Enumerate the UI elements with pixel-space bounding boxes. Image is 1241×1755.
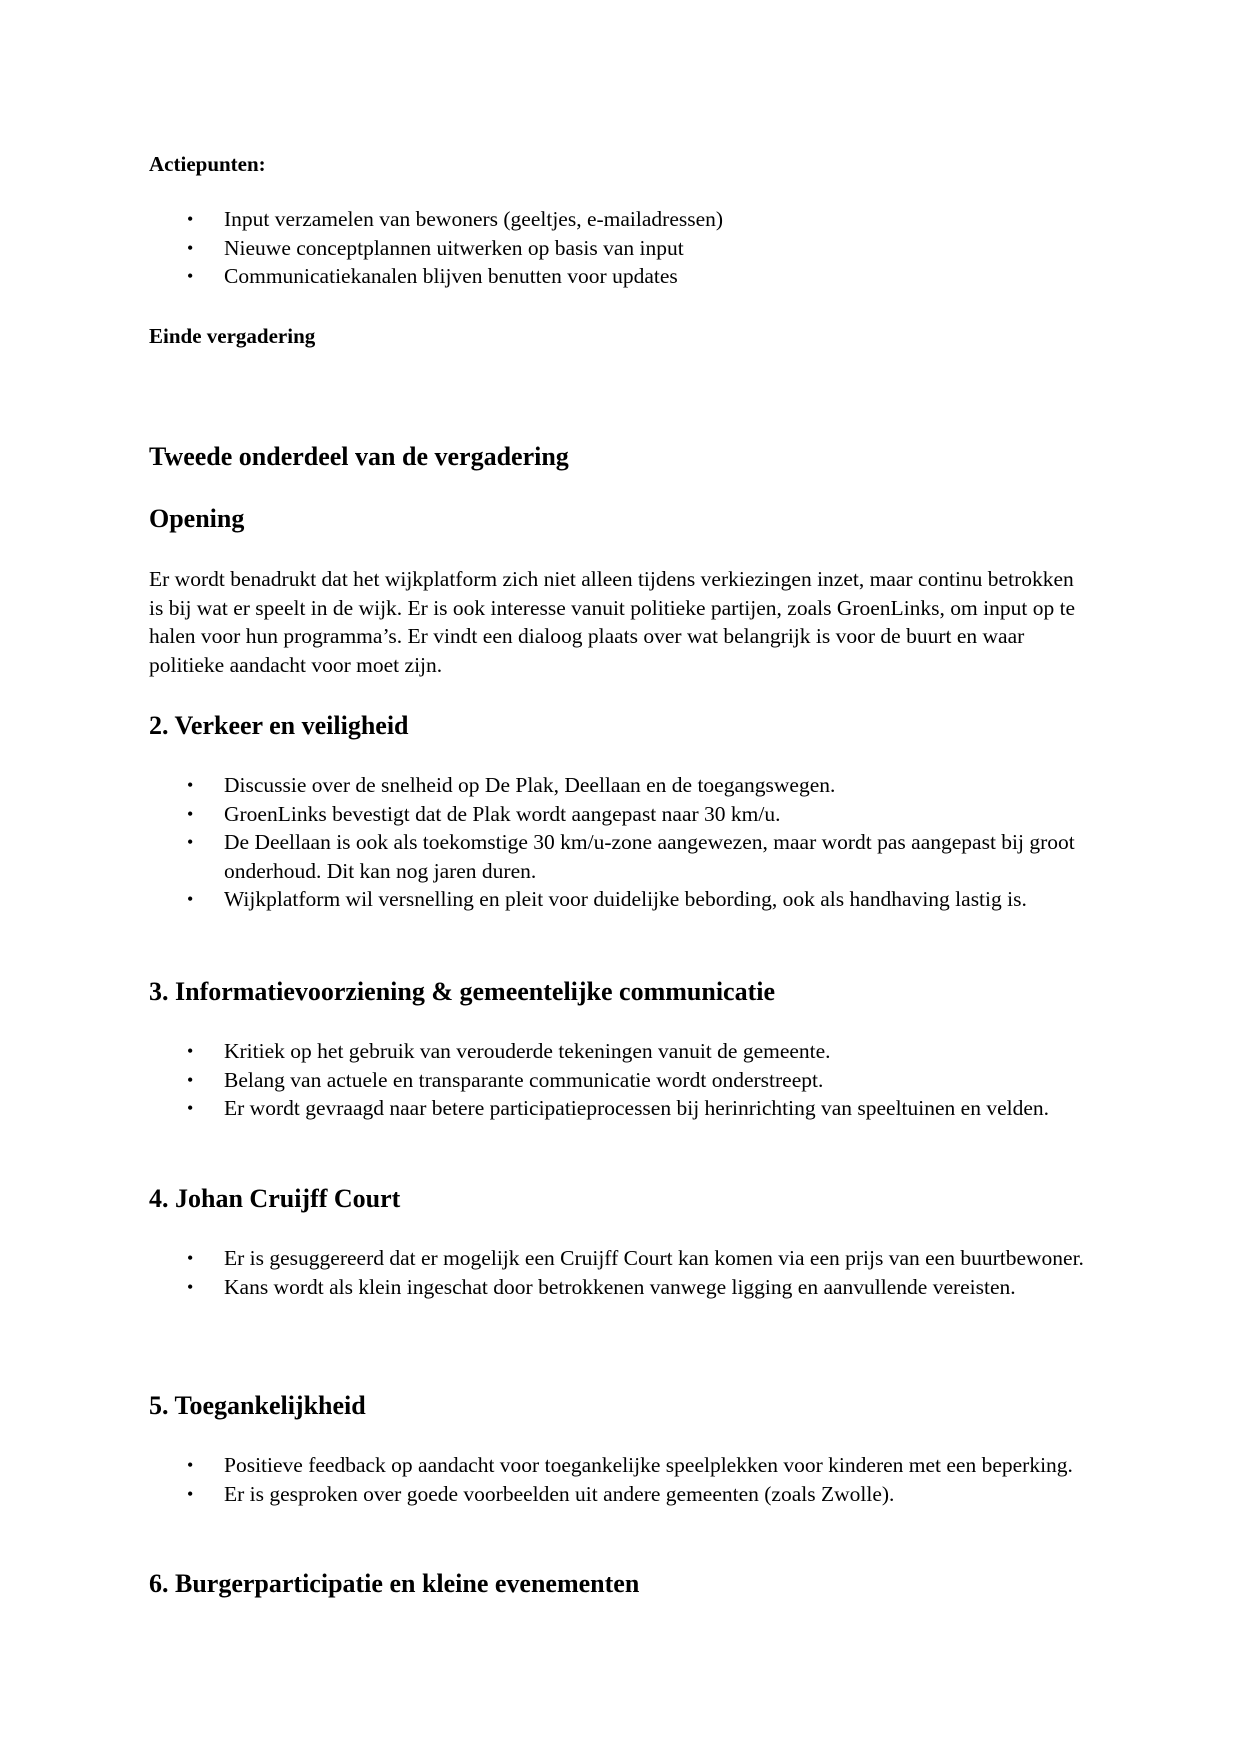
section-list-johan-cruijff-court xyxy=(149,1244,1089,1301)
section-list-toegankelijkheid xyxy=(149,1451,1089,1508)
list-item: • Positieve feedback op aandacht voor toegankelijke speelplekken voor kinderen met een beperking. xyxy=(149,1451,1089,1480)
bullet-icon: • xyxy=(187,1041,194,1061)
section-heading-johan-cruijff-court: 4. Johan Cruijff Court xyxy=(149,1184,401,1213)
bullet-icon: • xyxy=(187,266,194,286)
bullet-icon: • xyxy=(187,832,194,852)
list-item: • Er wordt gevraagd naar betere participatieprocessen bij herinrichting van speeltuinen en velden. xyxy=(149,1094,1089,1123)
section-heading-burgerparticipatie: 6. Burgerparticipatie en kleine evenementen xyxy=(149,1569,640,1598)
list-item: • Input verzamelen van bewoners (geeltjes, e-mailadressen) xyxy=(149,205,1089,234)
bullet-icon: • xyxy=(187,1483,194,1504)
section-list-verkeer xyxy=(149,771,1089,914)
section-heading-verkeer: 2. Verkeer en veiligheid xyxy=(149,711,409,740)
list-item: • Er is gesuggereerd dat er mogelijk een Cruijff Court kan komen via een prijs van een buurtbewoner. xyxy=(149,1244,1089,1273)
bullet-icon: • xyxy=(187,1098,194,1118)
opening-heading: Opening xyxy=(149,504,245,533)
list-item: • Kritiek op het gebruik van verouderde tekeningen vanuit de gemeente. xyxy=(149,1037,1089,1066)
bullet-icon: • xyxy=(187,775,194,795)
part-title: Tweede onderdeel van de vergadering xyxy=(149,442,569,471)
bullet-icon: • xyxy=(187,1455,194,1475)
list-item: • GroenLinks bevestigt dat de Plak wordt aangepast naar 30 km/u. xyxy=(149,800,1089,829)
bullet-icon: • xyxy=(187,209,194,229)
bullet-icon: • xyxy=(187,1276,194,1297)
list-item: • Belang van actuele en transparante communicatie wordt onderstreept. xyxy=(149,1066,1089,1095)
opening-paragraph: Er wordt benadrukt dat het wijkplatform zich niet alleen tijdens verkiezingen inzet, maar continu betrokken is bij wat er speelt in de wijk. Er is ook interesse vanuit politieke partijen, zoals GroenLinks, om input op te halen voor hun programma’s. Er vindt een dialoog plaats over wat belangrijk is voor de buurt en waar politieke aandacht voor moet zijn. xyxy=(149,567,1076,677)
bullet-icon: • xyxy=(187,803,194,824)
bullet-icon: • xyxy=(187,889,194,909)
einde-vergadering-label: Einde vergadering xyxy=(149,324,316,348)
actiepunten-list xyxy=(149,205,1089,291)
list-item: • Nieuwe conceptplannen uitwerken op basis van input xyxy=(149,234,1089,263)
list-item: • Wijkplatform wil versnelling en pleit voor duidelijke bebording, ook als handhaving lastig is. xyxy=(149,885,1089,914)
bullet-icon: • xyxy=(187,1248,194,1268)
list-item: • Kans wordt als klein ingeschat door betrokkenen vanwege ligging en aanvullende vereisten. xyxy=(149,1273,1089,1302)
list-item: • De Deellaan is ook als toekomstige 30 km/u-zone aangewezen, maar wordt pas aangepast bij groot onderhoud. Dit kan nog jaren duren. xyxy=(187,830,1075,883)
section-heading-informatievoorziening: 3. Informatievoorziening & gemeentelijke communicatie xyxy=(149,977,776,1006)
bullet-icon: • xyxy=(187,237,194,258)
section-heading-toegankelijkheid: 5. Toegankelijkheid xyxy=(149,1391,366,1420)
bullet-icon: • xyxy=(187,1069,194,1090)
actiepunten-heading: Actiepunten: xyxy=(149,152,266,176)
list-item: • Discussie over de snelheid op De Plak, Deellaan en de toegangswegen. xyxy=(149,771,1089,800)
list-item: • Communicatiekanalen blijven benutten voor updates xyxy=(149,262,1089,291)
section-list-informatievoorziening xyxy=(149,1037,1089,1123)
list-item: • Er is gesproken over goede voorbeelden uit andere gemeenten (zoals Zwolle). xyxy=(149,1480,1089,1509)
